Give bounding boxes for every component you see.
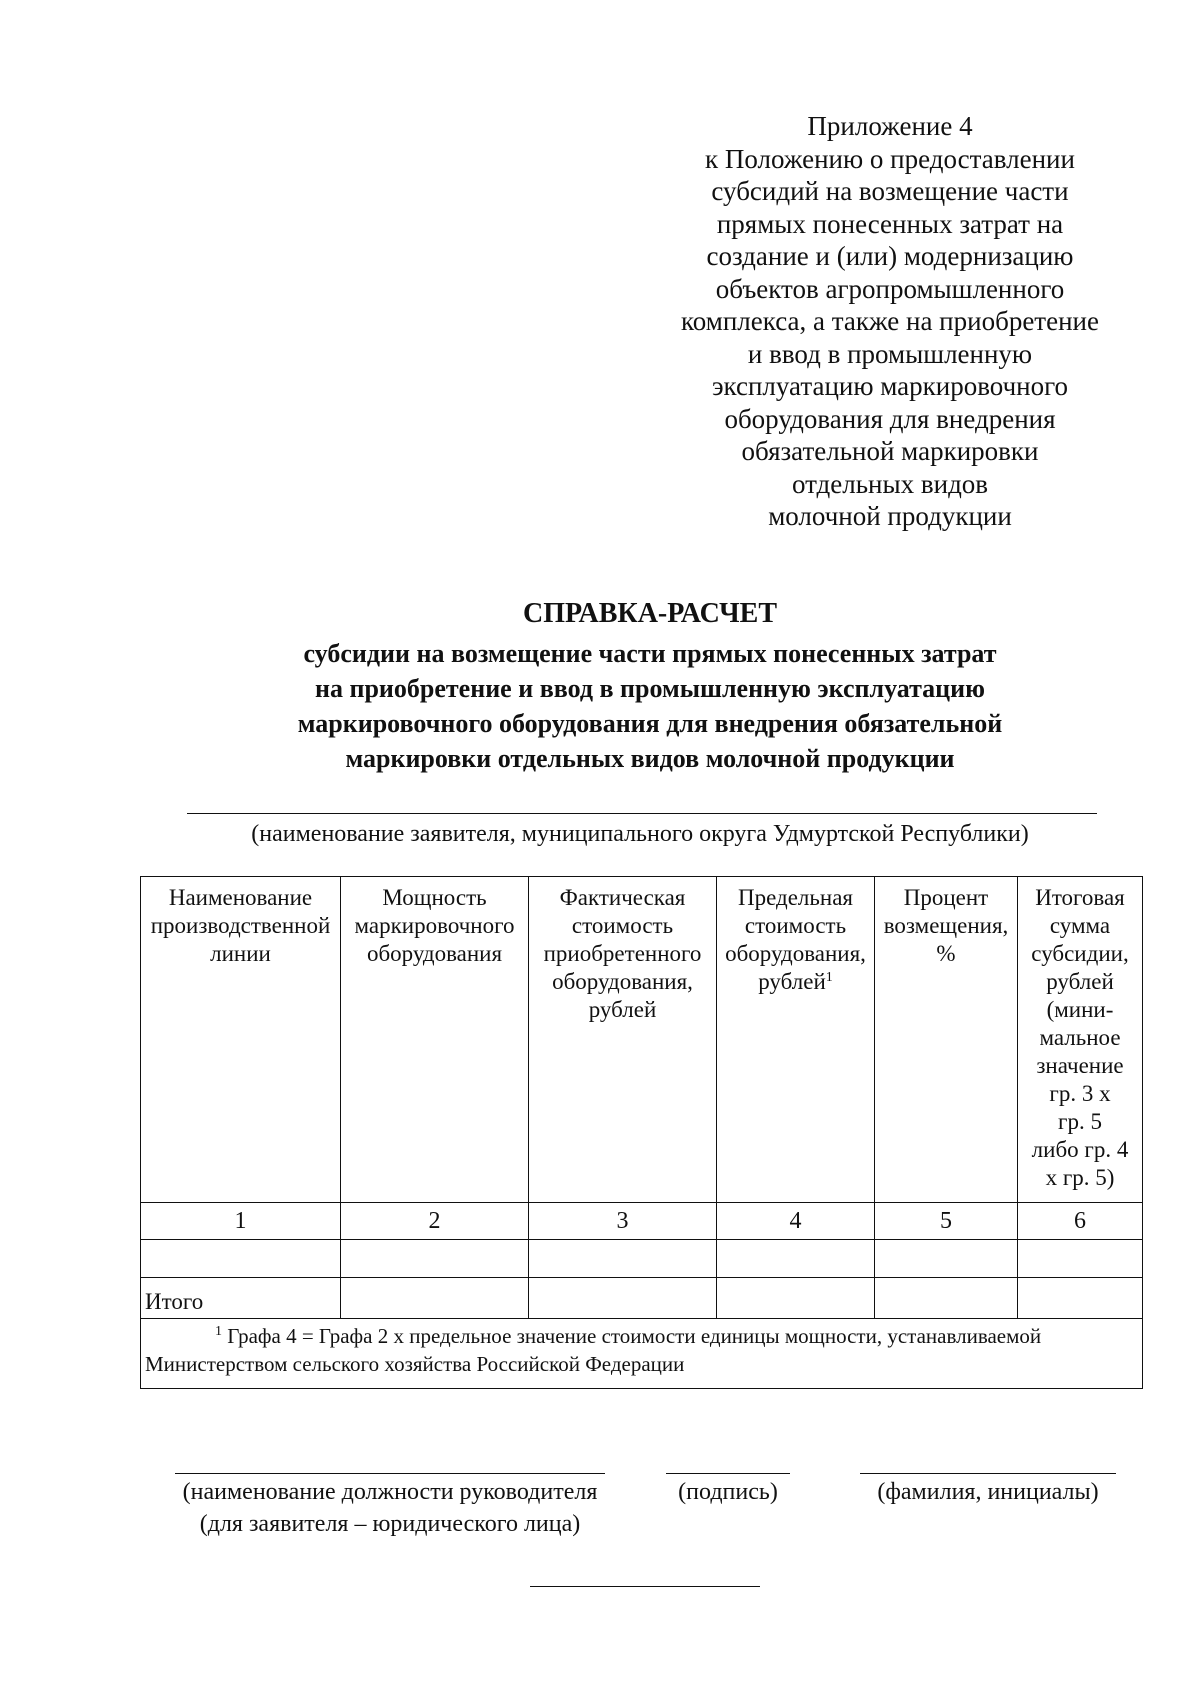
appendix-line: эксплуатацию маркировочного (711, 371, 1069, 401)
table-cell[interactable] (529, 1240, 717, 1278)
appendix-line: обязательной маркировки (741, 436, 1039, 466)
appendix-line: и ввод в промышленную (747, 338, 1033, 369)
appendix-line: отдельных видов (791, 468, 989, 499)
applicant-caption: (наименование заявителя, муниципального округа Удмуртской Республики) (251, 821, 1029, 847)
subtitle-line: маркировочного оборудования для внедрения обязательной (297, 709, 1003, 738)
position-caption: (наименование должности руководителя (для заявителя – юридического лица) (182, 1479, 598, 1537)
table-header-row (141, 877, 1143, 1203)
position-signature-line[interactable] (175, 1473, 605, 1474)
table-row (141, 1240, 1143, 1278)
footnote-row (141, 1319, 1143, 1389)
document-title-block (130, 596, 1170, 776)
name-signature-line[interactable] (860, 1473, 1116, 1474)
column-number-row (141, 1203, 1143, 1240)
table-cell[interactable] (875, 1278, 1018, 1319)
header-cell-line-name: Наименование производственной линии (141, 877, 341, 1203)
column-number: 3 (529, 1203, 717, 1240)
appendix-line: объектов агропромышленного (715, 273, 1065, 304)
total-label: Итого (141, 1278, 341, 1319)
appendix-line: создание и (или) модернизацию (706, 241, 1074, 271)
calculation-table (140, 876, 1143, 1389)
appendix-line: оборудования для внедрения (724, 403, 1056, 434)
header-cell-capacity: Мощность маркировочного оборудования (341, 877, 529, 1203)
footnote-cell (141, 1319, 1143, 1389)
table-cell[interactable] (875, 1240, 1018, 1278)
appendix-line: комплекса, а также на приобретение (681, 306, 1099, 336)
table-cell[interactable] (341, 1240, 529, 1278)
total-row (141, 1278, 1143, 1319)
column-number: 5 (875, 1203, 1018, 1240)
appendix-line: субсидий на возмещение части (711, 176, 1069, 206)
footnote-mark: 1 (825, 970, 833, 985)
subtitle-line: маркировки отдельных видов молочной продукции (345, 744, 955, 773)
appendix-heading (660, 110, 1120, 533)
column-number: 1 (141, 1203, 341, 1240)
date-line[interactable] (530, 1586, 760, 1587)
table-cell[interactable] (717, 1278, 875, 1319)
appendix-line: прямых понесенных затрат на (716, 208, 1064, 239)
footnote-mark: 1 (215, 1324, 222, 1339)
table-cell[interactable] (717, 1240, 875, 1278)
table-cell[interactable] (341, 1278, 529, 1319)
subtitle-line: на приобретение и ввод в промышленную эксплуатацию (315, 674, 985, 703)
footnote-text: Графа 4 = Графа 2 х предельное значение стоимости единицы мощности, устанавливаемой (227, 1324, 1042, 1348)
column-number: 2 (341, 1203, 529, 1240)
document-title: СПРАВКА-РАСЧЕТ (522, 598, 778, 629)
document-subtitle (130, 636, 1170, 776)
applicant-name-line[interactable] (187, 813, 1097, 814)
table-cell[interactable] (1018, 1240, 1143, 1278)
appendix-line: молочной продукции (768, 501, 1012, 531)
footnote-text: Министерством сельского хозяйства Российской Федерации (145, 1352, 685, 1376)
appendix-line: Приложение 4 (807, 111, 973, 141)
header-cell-limit-cost: Предельная стоимость оборудования, рублей$^1$ (717, 877, 875, 1203)
appendix-line: к Положению о предоставлении (705, 143, 1075, 174)
header-cell-percent: Процент возмещения, % (875, 877, 1018, 1203)
column-number: 4 (717, 1203, 875, 1240)
table-cell[interactable] (1018, 1278, 1143, 1319)
signature-line[interactable] (666, 1473, 790, 1474)
table-cell[interactable] (141, 1240, 341, 1278)
column-number: 6 (1018, 1203, 1143, 1240)
header-cell-total-subsidy: Итоговая сумма субсидии, рублей (мини- мальное значение гр. 3 х гр. 5 либо гр. 4 х гр. 5) (1018, 877, 1143, 1203)
subtitle-line: субсидии на возмещение части прямых понесенных затрат (303, 639, 997, 668)
header-cell-actual-cost: Фактическая стоимость приобретенного оборудования, рублей (529, 877, 717, 1203)
name-caption: (фамилия, инициалы) (877, 1479, 1099, 1505)
table-cell[interactable] (529, 1278, 717, 1319)
signature-caption: (подпись) (678, 1479, 778, 1505)
